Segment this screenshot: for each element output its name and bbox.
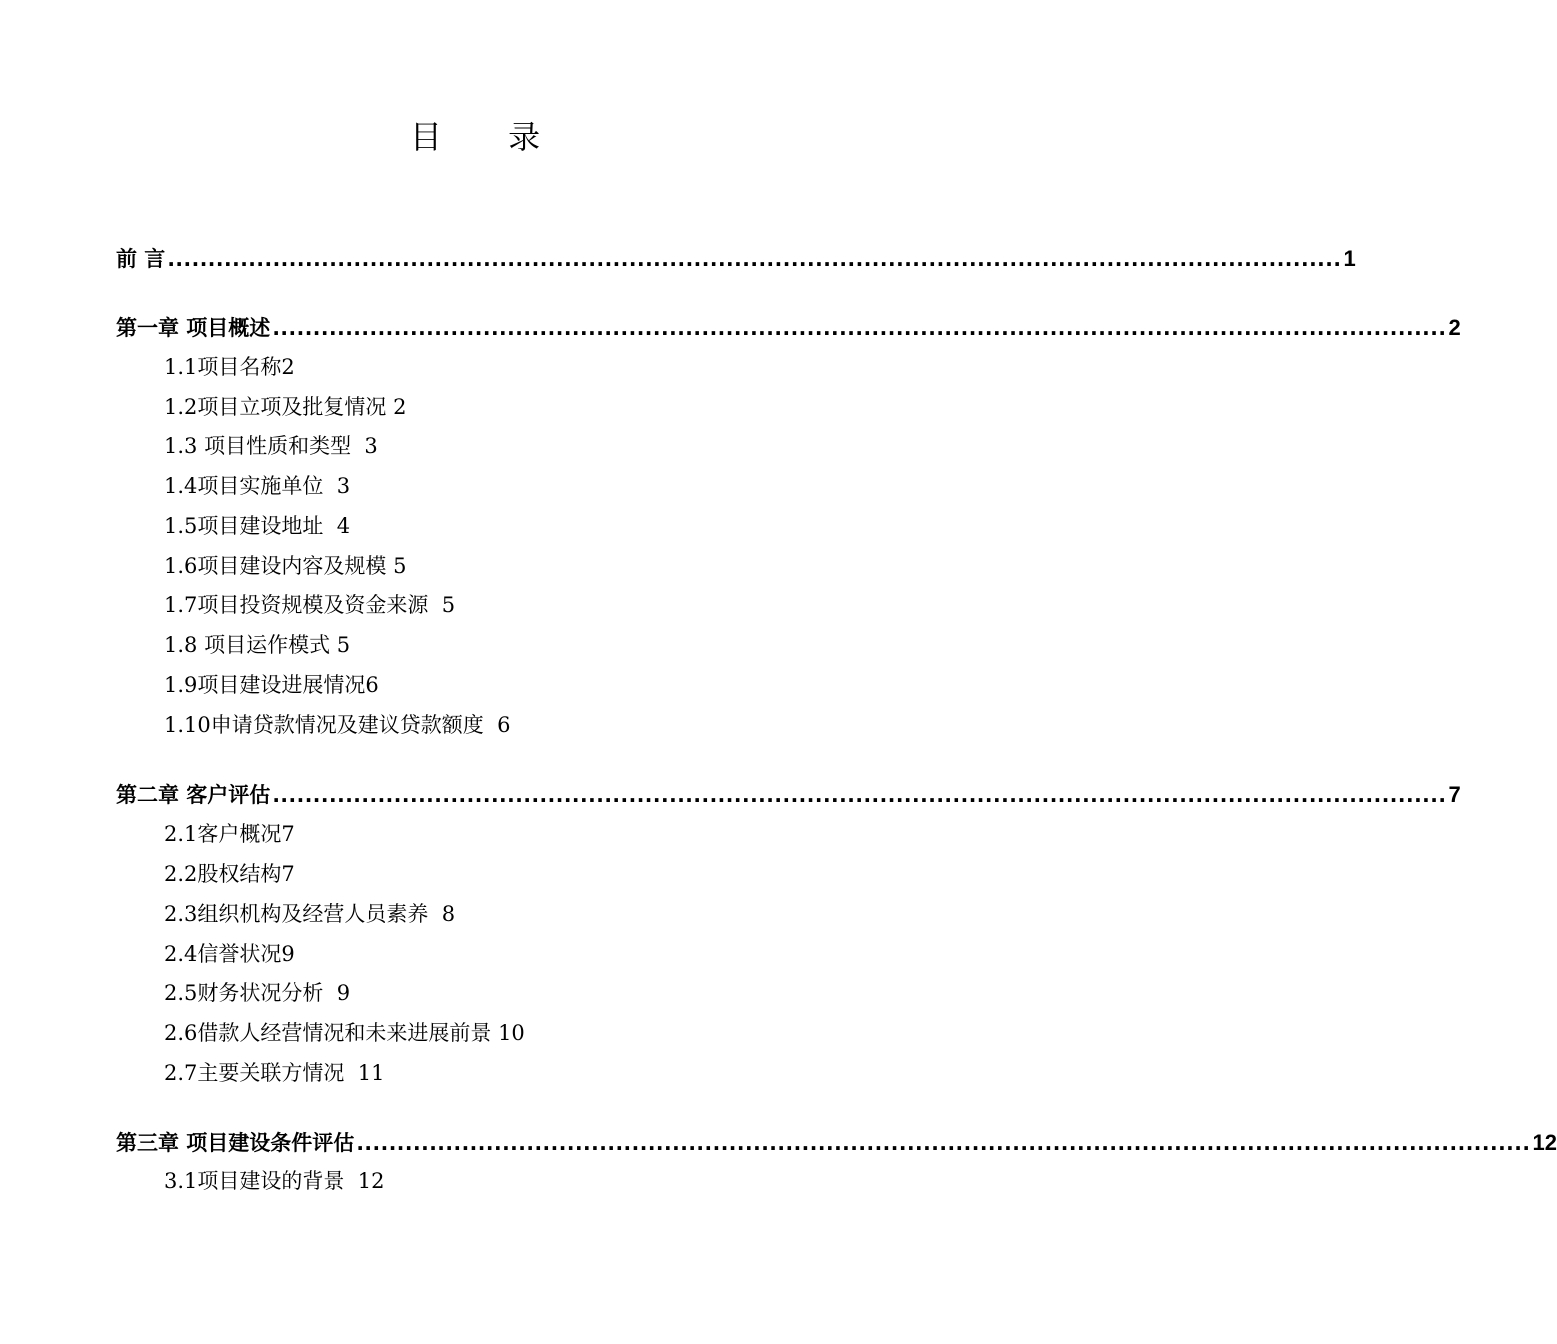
- toc-entry-chapter-1[interactable]: [116, 305, 1461, 345]
- toc-leader-dots: .................................................................................................................................................: [356, 1131, 1531, 1155]
- toc-subentry[interactable]: 2.4信誉状况9: [164, 942, 295, 966]
- toc-leader-dots: .................................................................................................................................................: [272, 783, 1447, 807]
- toc-leader-dots: .................................................................................................................................................: [272, 316, 1447, 340]
- toc-entry-label: 第三章 项目建设条件评估: [116, 1131, 355, 1155]
- toc-subentry[interactable]: 2.5财务状况分析 9: [164, 981, 351, 1005]
- toc-entry-page: 2: [1448, 315, 1461, 340]
- toc-subentry[interactable]: 2.2股权结构7: [164, 862, 295, 886]
- toc-entry-page: 12: [1532, 1130, 1557, 1155]
- toc-subentry[interactable]: 2.3组织机构及经营人员素养 8: [164, 902, 456, 926]
- toc-subentry[interactable]: 1.3 项目性质和类型 3: [164, 434, 378, 458]
- toc-subentry[interactable]: 1.2项目立项及批复情况 2: [164, 395, 407, 419]
- toc-subentry[interactable]: 2.6借款人经营情况和未来进展前景 10: [164, 1021, 525, 1045]
- toc-entry-page: 7: [1448, 782, 1461, 807]
- toc-subentry[interactable]: 1.8 项目运作模式 5: [164, 633, 351, 657]
- toc-entry-label: 第一章 项目概述: [116, 316, 271, 340]
- toc-entry-preface[interactable]: [116, 236, 1356, 276]
- toc-entry-chapter-3[interactable]: [116, 1120, 1557, 1160]
- toc-subentry[interactable]: 1.5项目建设地址 4: [164, 514, 351, 538]
- toc-entry-label: 第二章 客户评估: [116, 783, 271, 807]
- toc-entry-chapter-2[interactable]: [116, 772, 1461, 812]
- toc-subentry[interactable]: 2.1客户概况7: [164, 822, 295, 846]
- toc-leader-dots: .................................................................................................................................................: [167, 247, 1342, 271]
- toc-subentry[interactable]: 1.1项目名称2: [164, 355, 295, 379]
- toc-subentry[interactable]: 3.1项目建设的背景 12: [164, 1169, 385, 1193]
- toc-entry-label: 前 言: [116, 247, 166, 271]
- toc-entry-page: 1: [1343, 246, 1356, 271]
- toc-subentry[interactable]: 1.7项目投资规模及资金来源 5: [164, 593, 456, 617]
- document-title: 目 录: [409, 118, 569, 156]
- toc-subentry[interactable]: 1.6项目建设内容及规模 5: [164, 554, 407, 578]
- toc-subentry[interactable]: 1.10申请贷款情况及建议贷款额度 6: [164, 713, 511, 737]
- toc-subentry[interactable]: 2.7主要关联方情况 11: [164, 1061, 385, 1085]
- toc-subentry[interactable]: 1.9项目建设进展情况6: [164, 673, 379, 697]
- toc-subentry[interactable]: 1.4项目实施单位 3: [164, 474, 351, 498]
